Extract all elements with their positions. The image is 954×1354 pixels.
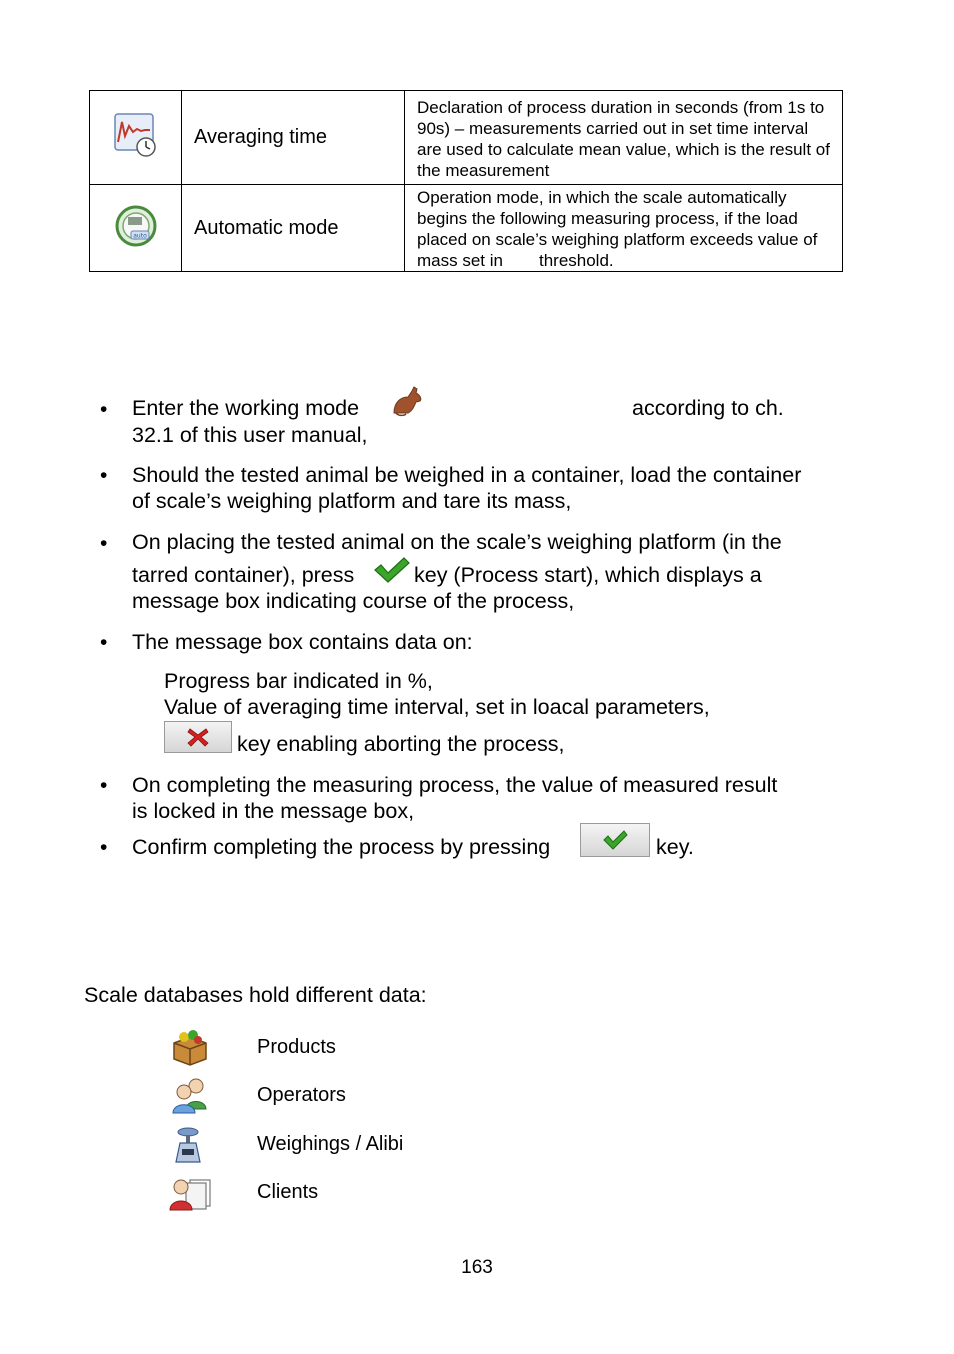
database-label: Clients: [257, 1181, 319, 1203]
close-icon: [186, 726, 210, 748]
products-database-icon: [168, 1027, 212, 1069]
parameter-description: [405, 185, 843, 272]
bullet-text: Should the tested animal be weighed in a container, load the container: [132, 463, 802, 487]
parameters-table: [89, 90, 843, 272]
parameter-name: Averaging time: [182, 91, 405, 185]
bullet-text: Enter the working mode: [132, 396, 360, 420]
automatic-mode-icon: [114, 204, 158, 253]
bullet-text: according to ch.: [632, 396, 784, 420]
bullet-text: Confirm completing the process by pressing: [132, 835, 551, 859]
bullet-text: On completing the measuring process, the value of measured result: [132, 773, 778, 797]
bullet-marker: •: [100, 398, 108, 421]
abort-button[interactable]: [164, 721, 232, 753]
bullet-marker: •: [100, 631, 108, 654]
list-item: [168, 1124, 568, 1166]
bullet-text: 32.1 of this user manual,: [132, 423, 368, 447]
weighings-database-icon: [168, 1124, 212, 1166]
database-label: Operators: [257, 1084, 346, 1106]
database-label: Products: [257, 1036, 336, 1058]
bullet-text: On placing the tested animal on the scale’s weighing platform (in the: [132, 530, 782, 554]
databases-intro: Scale databases hold different data:: [84, 983, 427, 1007]
bullet-text: The message box contains data on:: [132, 630, 473, 654]
parameter-description: Declaration of process duration in seconds (from 1s to 90s) – measurements carried out in set time interval are used to calculate mean value, which is the result of the measurement: [405, 91, 843, 185]
bullet-marker: •: [100, 532, 108, 555]
sub-item-text: Value of averaging time interval, set in loacal parameters,: [164, 695, 710, 719]
description-text-end: threshold.: [538, 251, 614, 270]
description-text: Operation mode, in which the scale automatically begins the following measuring process, if the load placed on scale’s weighing platform exceeds value of mass set in: [417, 188, 818, 270]
bullet-text: of scale’s weighing platform and tare its mass,: [132, 489, 572, 513]
checkmark-icon: [373, 556, 411, 589]
checkmark-icon: [602, 829, 628, 851]
parameter-name: Automatic mode: [182, 185, 405, 272]
bullet-marker: •: [100, 774, 108, 797]
bullet-marker: •: [100, 464, 108, 487]
bullet-text: key.: [656, 835, 694, 859]
bullet-text: message box indicating course of the process,: [132, 589, 575, 613]
confirm-button[interactable]: [580, 823, 650, 857]
sub-item-text: Progress bar indicated in %,: [164, 669, 433, 693]
sub-item-text: key enabling aborting the process,: [237, 732, 565, 756]
bullet-marker: •: [100, 836, 108, 859]
list-item: [168, 1075, 568, 1117]
clients-database-icon: [168, 1172, 212, 1214]
svg-text:auto: auto: [132, 232, 147, 239]
table-row: [90, 91, 843, 185]
bullet-text: tarred container), press: [132, 563, 355, 587]
bullet-text: is locked in the message box,: [132, 799, 415, 823]
list-item: [168, 1172, 568, 1214]
bullet-text: key (Process start), which displays a: [414, 563, 762, 587]
database-label: Weighings / Alibi: [257, 1133, 404, 1155]
averaging-time-icon: [113, 112, 159, 163]
list-item: [168, 1027, 568, 1069]
animal-mode-icon: [390, 383, 426, 424]
table-row: [90, 185, 843, 272]
page-number: 163: [461, 1257, 493, 1278]
operators-database-icon: [168, 1075, 212, 1117]
